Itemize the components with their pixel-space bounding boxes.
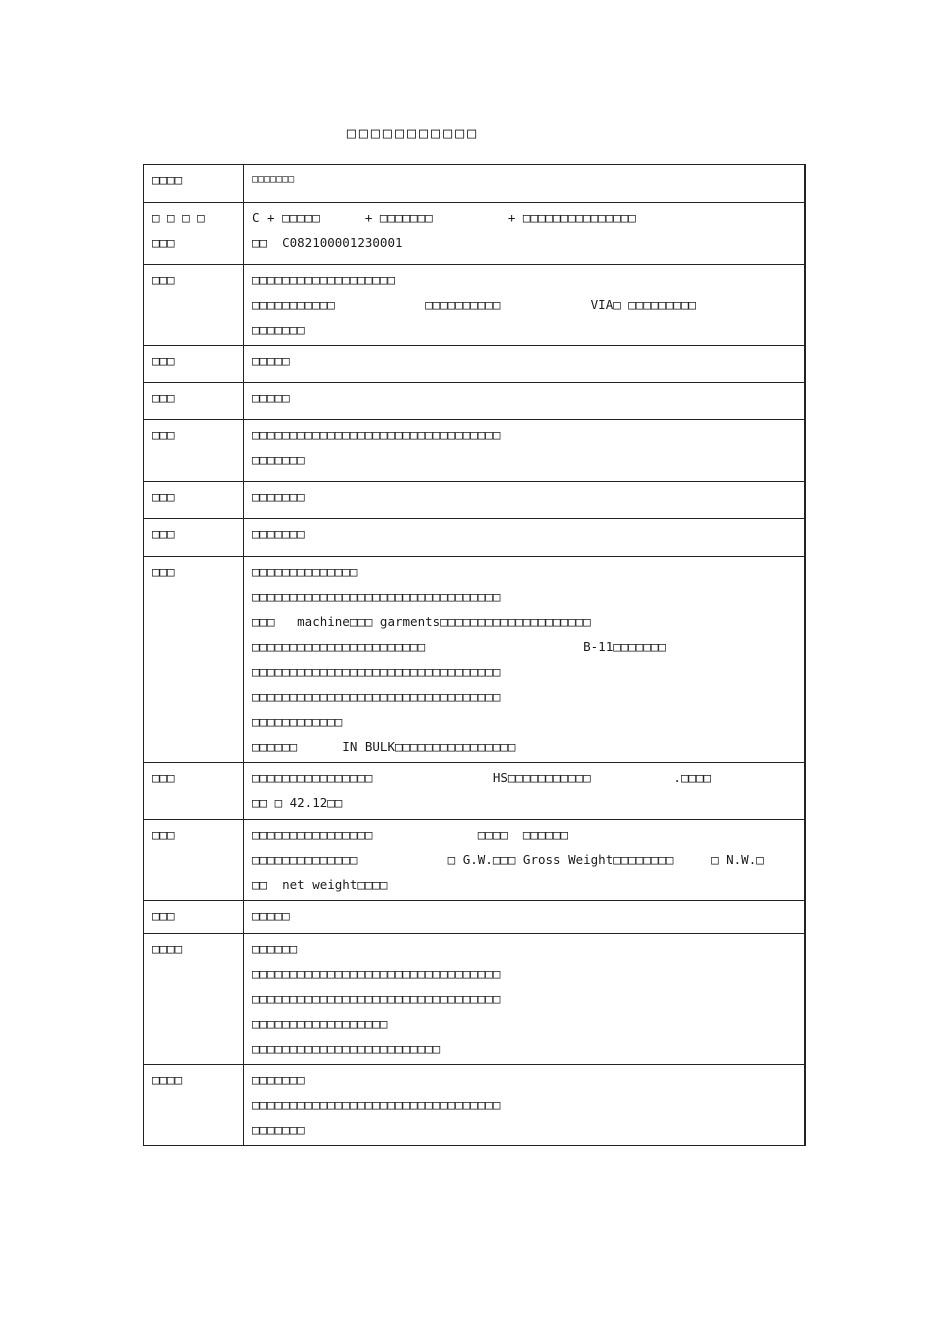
field-value-line: □□□□□□□□□□□□□□□□□□ (252, 1016, 388, 1031)
form-row (144, 519, 806, 557)
form-row (144, 346, 806, 383)
field-value-line: □□ net weight□□□□ (252, 877, 388, 892)
form-row (144, 934, 806, 1065)
form-row (144, 763, 806, 820)
form-row (144, 383, 806, 420)
field-value-cell (244, 1065, 806, 1146)
field-value-cell (244, 165, 806, 203)
field-value-cell (244, 763, 806, 820)
field-value-line: C + □□□□□ + □□□□□□□ + □□□□□□□□□□□□□□□ (252, 210, 636, 225)
field-value-line: □□□□□□□□□□□□□□□□□□□□□□□□□□□□□□□□□ (252, 427, 501, 442)
form-body (144, 165, 806, 1146)
field-label: □□□ (152, 427, 175, 442)
field-value-line: □□□□□ (252, 908, 290, 923)
field-value-cell (244, 482, 806, 519)
declaration-form-table (143, 164, 806, 1146)
field-value-line: □□□□□□□□□□□□□□ □ G.W.□□□ Gross Weight□□□□□□□□ □ N.W.□ (252, 852, 764, 867)
field-value-cell (244, 203, 806, 265)
field-value-line: □□□□□□□ (252, 526, 305, 541)
field-value-line: □□□□□□□ (252, 452, 305, 467)
field-value-cell (244, 820, 806, 901)
field-value-line: □□□□□□□ (252, 322, 305, 337)
form-row (144, 482, 806, 519)
field-value-line: □□□□□□□ (252, 1122, 305, 1137)
field-label-cell (144, 934, 244, 1065)
field-label: □□□□ (152, 941, 183, 956)
form-row (144, 165, 806, 203)
field-value-line: □□□□□□□ (252, 174, 295, 185)
field-value-line: □□□□□□□ (252, 489, 305, 504)
field-value-cell (244, 346, 806, 383)
field-value-line: □□□□□ (252, 390, 290, 405)
field-value-cell (244, 420, 806, 482)
field-value-line: □□□□□ (252, 353, 290, 368)
field-value-line: □□□□□□□□□□□ □□□□□□□□□□ VIA□ □□□□□□□□□ (252, 297, 697, 312)
field-label-cell (144, 383, 244, 420)
field-label-cell (144, 820, 244, 901)
field-label-cell (144, 1065, 244, 1146)
field-label-cell (144, 763, 244, 820)
field-value-cell (244, 934, 806, 1065)
field-label: □□□ (152, 827, 175, 842)
field-value-cell (244, 557, 806, 763)
field-label: □□□ (152, 489, 175, 504)
field-value-line: □□□□□□□□□□□□ (252, 714, 343, 729)
field-value-line: □□□□□□□□□□□□□□□□□□□ (252, 272, 395, 287)
field-label-cell (144, 482, 244, 519)
field-label: □□□ (152, 908, 175, 923)
field-label: □□□ (152, 353, 175, 368)
field-value-cell (244, 383, 806, 420)
form-row (144, 1065, 806, 1146)
field-value-line: □□□□□□ (252, 941, 298, 956)
field-label-cell (144, 557, 244, 763)
field-label-cell (144, 203, 244, 265)
field-value-line: □□ C082100001230001 (252, 235, 403, 250)
field-value-line: □□□□□□□ (252, 1072, 305, 1087)
field-label-cell (144, 420, 244, 482)
field-label: □ □ □ □ (152, 210, 205, 225)
field-label-cell (144, 901, 244, 934)
field-value-line: □□□ machine□□□ garments□□□□□□□□□□□□□□□□□□□□ (252, 614, 591, 629)
field-label: □□□□ (152, 1072, 183, 1087)
field-label: □□□ (152, 770, 175, 785)
field-value-line: □□□□□□□□□□□□□□□□□□□□□□□□□□□□□□□□□ (252, 689, 501, 704)
field-label: □□□ (152, 564, 175, 579)
field-value-cell (244, 519, 806, 557)
field-value-cell (244, 265, 806, 346)
field-label: □□□ (152, 390, 175, 405)
field-label: □□□ (152, 235, 175, 250)
field-value-line: □□□□□□□□□□□□□□□□□□□□□□□ B-11□□□□□□□ (252, 639, 666, 654)
field-value-cell (244, 901, 806, 934)
form-row (144, 901, 806, 934)
field-label: □□□ (152, 272, 175, 287)
field-value-line: □□□□□□□□□□□□□□□□□□□□□□□□□□□□□□□□□ (252, 991, 501, 1006)
field-value-line: □□□□□□ IN BULK□□□□□□□□□□□□□□□□ (252, 739, 516, 754)
field-label: □□□ (152, 526, 175, 541)
field-value-line: □□□□□□□□□□□□□□□□ HS□□□□□□□□□□□ .□□□□ (252, 770, 712, 785)
form-row (144, 557, 806, 763)
field-value-line: □□□□□□□□□□□□□□ (252, 564, 358, 579)
field-value-line: □□□□□□□□□□□□□□□□□□□□□□□□□□□□□□□□□ (252, 664, 501, 679)
form-row (144, 203, 806, 265)
field-label-cell (144, 265, 244, 346)
field-label-cell (144, 346, 244, 383)
form-row (144, 820, 806, 901)
field-value-line: □□□□□□□□□□□□□□□□□□□□□□□□□ (252, 1041, 441, 1056)
field-label-cell (144, 165, 244, 203)
field-value-line: □□ □ 42.12□□ (252, 795, 343, 810)
field-label-cell (144, 519, 244, 557)
form-row (144, 420, 806, 482)
field-value-line: □□□□□□□□□□□□□□□□□□□□□□□□□□□□□□□□□ (252, 966, 501, 981)
field-value-line: □□□□□□□□□□□□□□□□□□□□□□□□□□□□□□□□□ (252, 589, 501, 604)
field-value-line: □□□□□□□□□□□□□□□□□□□□□□□□□□□□□□□□□ (252, 1097, 501, 1112)
form-row (144, 265, 806, 346)
document-title: □□□□□□□□□□□ (346, 124, 480, 142)
field-value-line: □□□□□□□□□□□□□□□□ □□□□ □□□□□□ (252, 827, 569, 842)
field-label: □□□□ (152, 172, 183, 187)
